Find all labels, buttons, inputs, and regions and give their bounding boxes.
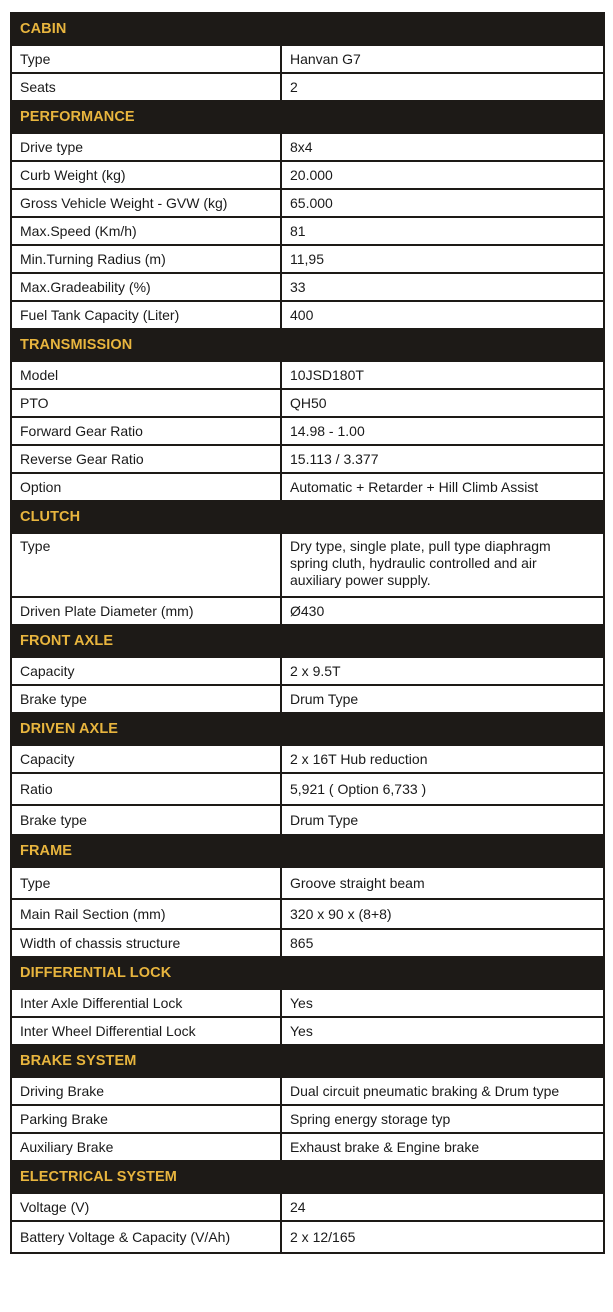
spec-row <box>11 899 604 929</box>
spec-label: Type <box>11 867 281 899</box>
spec-label: Inter Wheel Differential Lock <box>11 1017 281 1045</box>
spec-label: Inter Axle Differential Lock <box>11 989 281 1017</box>
section-header-electrical-system <box>11 1161 604 1193</box>
section-header-transmission <box>11 329 604 361</box>
spec-label: Capacity <box>11 745 281 773</box>
spec-value: 24 <box>281 1193 604 1221</box>
spec-value: 865 <box>281 929 604 957</box>
section-title: BRAKE SYSTEM <box>11 1045 604 1077</box>
spec-label: Width of chassis structure <box>11 929 281 957</box>
spec-value: 2 <box>281 73 604 101</box>
spec-row <box>11 805 604 835</box>
spec-row <box>11 133 604 161</box>
section-title: DRIVEN AXLE <box>11 713 604 745</box>
spec-row <box>11 533 604 597</box>
spec-row <box>11 1133 604 1161</box>
spec-row <box>11 245 604 273</box>
spec-row <box>11 217 604 245</box>
spec-label: Driving Brake <box>11 1077 281 1105</box>
spec-value: 33 <box>281 273 604 301</box>
spec-row <box>11 445 604 473</box>
spec-value: 8x4 <box>281 133 604 161</box>
spec-value: Dual circuit pneumatic braking & Drum type <box>281 1077 604 1105</box>
spec-label: Fuel Tank Capacity (Liter) <box>11 301 281 329</box>
section-header-front-axle <box>11 625 604 657</box>
spec-value: 320 x 90 x (8+8) <box>281 899 604 929</box>
spec-row <box>11 929 604 957</box>
spec-label: PTO <box>11 389 281 417</box>
spec-row <box>11 685 604 713</box>
spec-row <box>11 657 604 685</box>
spec-value: Dry type, single plate, pull type diaphragm spring cluth, hydraulic controlled and air auxiliary power supply. <box>281 533 604 597</box>
spec-value: 2 x 16T Hub reduction <box>281 745 604 773</box>
spec-value: 81 <box>281 217 604 245</box>
spec-label: Brake type <box>11 805 281 835</box>
section-header-performance <box>11 101 604 133</box>
spec-value: 15.113 / 3.377 <box>281 445 604 473</box>
spec-label: Ratio <box>11 773 281 805</box>
spec-label: Capacity <box>11 657 281 685</box>
section-header-frame <box>11 835 604 867</box>
spec-value: Drum Type <box>281 805 604 835</box>
spec-row <box>11 45 604 73</box>
section-header-differential-lock <box>11 957 604 989</box>
spec-value: 20.000 <box>281 161 604 189</box>
spec-label: Parking Brake <box>11 1105 281 1133</box>
spec-label: Min.Turning Radius (m) <box>11 245 281 273</box>
spec-value: 65.000 <box>281 189 604 217</box>
spec-row <box>11 1017 604 1045</box>
spec-row <box>11 989 604 1017</box>
spec-row <box>11 189 604 217</box>
spec-label: Curb Weight (kg) <box>11 161 281 189</box>
spec-row <box>11 1221 604 1253</box>
section-header-clutch <box>11 501 604 533</box>
spec-row <box>11 745 604 773</box>
spec-label: Forward Gear Ratio <box>11 417 281 445</box>
spec-label: Main Rail Section (mm) <box>11 899 281 929</box>
spec-row <box>11 301 604 329</box>
spec-row <box>11 273 604 301</box>
spec-label: Driven Plate Diameter (mm) <box>11 597 281 625</box>
spec-label: Auxiliary Brake <box>11 1133 281 1161</box>
spec-value: 14.98 - 1.00 <box>281 417 604 445</box>
spec-value: 400 <box>281 301 604 329</box>
spec-value: Spring energy storage typ <box>281 1105 604 1133</box>
spec-label: Model <box>11 361 281 389</box>
section-header-driven-axle <box>11 713 604 745</box>
section-title: FRONT AXLE <box>11 625 604 657</box>
spec-value: Yes <box>281 989 604 1017</box>
spec-value: QH50 <box>281 389 604 417</box>
spec-table <box>10 12 605 1254</box>
spec-value: Drum Type <box>281 685 604 713</box>
spec-label: Reverse Gear Ratio <box>11 445 281 473</box>
spec-value: 5,921 ( Option 6,733 ) <box>281 773 604 805</box>
spec-label: Max.Speed (Km/h) <box>11 217 281 245</box>
spec-label: Voltage (V) <box>11 1193 281 1221</box>
spec-label: Gross Vehicle Weight - GVW (kg) <box>11 189 281 217</box>
spec-value: Ø430 <box>281 597 604 625</box>
section-header-brake-system <box>11 1045 604 1077</box>
section-title: CLUTCH <box>11 501 604 533</box>
spec-row <box>11 389 604 417</box>
spec-row <box>11 773 604 805</box>
section-title: FRAME <box>11 835 604 867</box>
section-title: PERFORMANCE <box>11 101 604 133</box>
spec-row <box>11 417 604 445</box>
spec-label: Type <box>11 533 281 597</box>
spec-label: Drive type <box>11 133 281 161</box>
spec-label: Seats <box>11 73 281 101</box>
spec-row <box>11 1193 604 1221</box>
spec-row <box>11 161 604 189</box>
spec-row <box>11 73 604 101</box>
spec-sheet <box>10 12 603 1254</box>
section-title: DIFFERENTIAL LOCK <box>11 957 604 989</box>
spec-row <box>11 1105 604 1133</box>
spec-row <box>11 1077 604 1105</box>
spec-value: Yes <box>281 1017 604 1045</box>
spec-value: Hanvan G7 <box>281 45 604 73</box>
spec-value: Exhaust brake & Engine brake <box>281 1133 604 1161</box>
spec-value: 2 x 9.5T <box>281 657 604 685</box>
spec-value: Automatic + Retarder + Hill Climb Assist <box>281 473 604 501</box>
section-title: CABIN <box>11 13 604 45</box>
section-title: TRANSMISSION <box>11 329 604 361</box>
section-title: ELECTRICAL SYSTEM <box>11 1161 604 1193</box>
spec-label: Max.Gradeability (%) <box>11 273 281 301</box>
spec-label: Option <box>11 473 281 501</box>
spec-row <box>11 867 604 899</box>
spec-row <box>11 361 604 389</box>
spec-value: 10JSD180T <box>281 361 604 389</box>
section-header-cabin <box>11 13 604 45</box>
spec-row <box>11 473 604 501</box>
spec-value: 11,95 <box>281 245 604 273</box>
spec-label: Battery Voltage & Capacity (V/Ah) <box>11 1221 281 1253</box>
spec-label: Type <box>11 45 281 73</box>
spec-label: Brake type <box>11 685 281 713</box>
spec-value: 2 x 12/165 <box>281 1221 604 1253</box>
spec-value: Groove straight beam <box>281 867 604 899</box>
spec-row <box>11 597 604 625</box>
